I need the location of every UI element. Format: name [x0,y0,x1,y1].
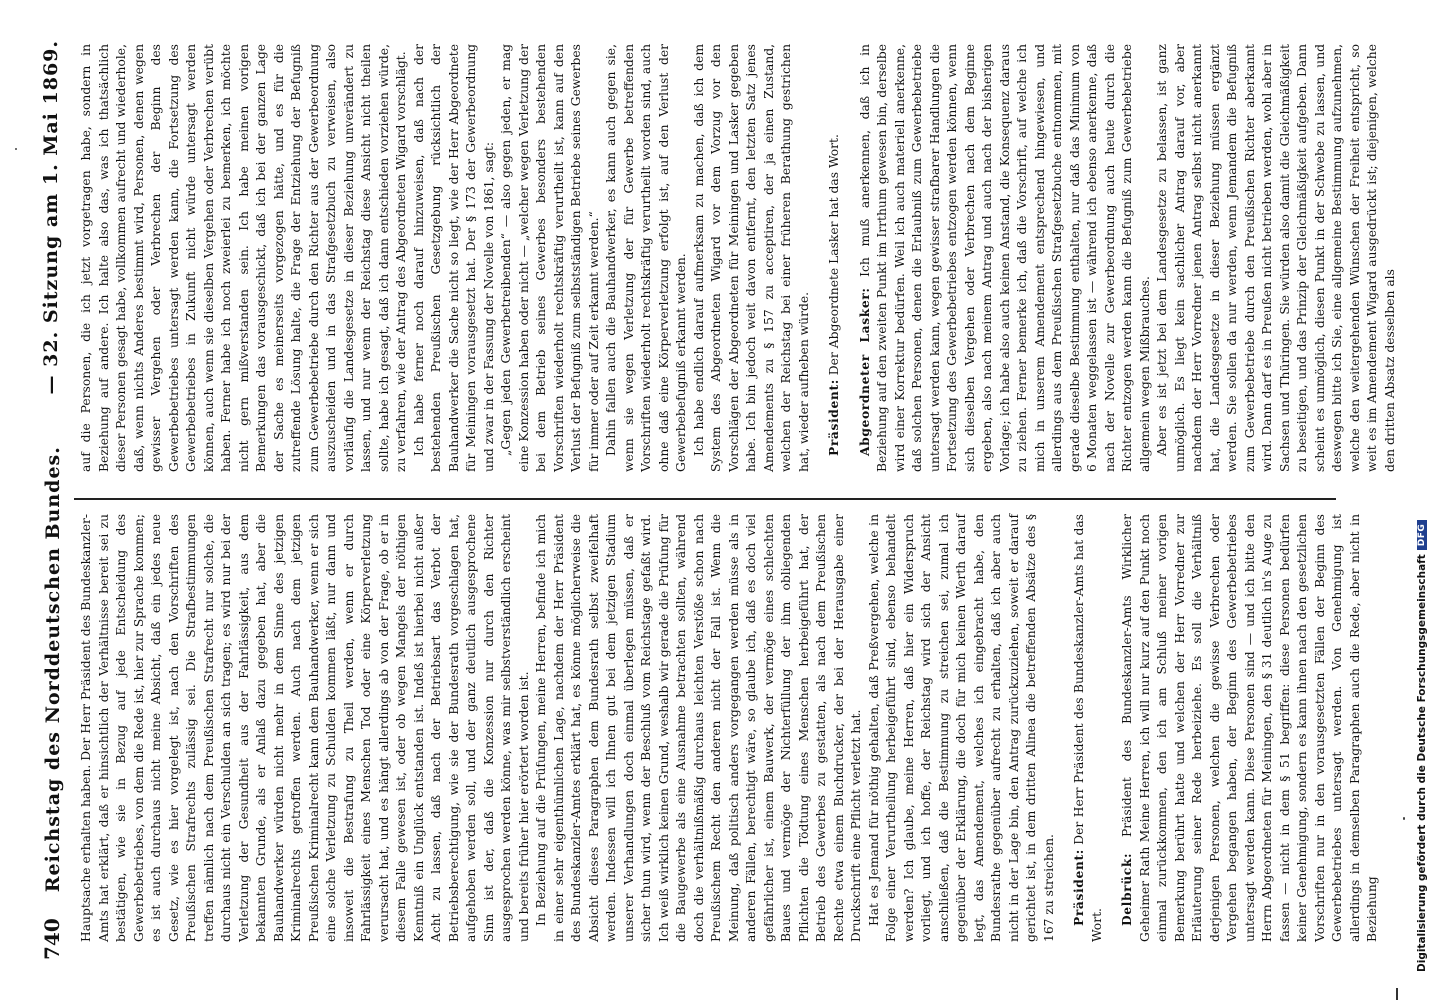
speaker-label: Präsident: [1071,849,1086,926]
paragraph [1118,514,1382,942]
paragraph: Ich habe endlich darauf aufmerksam zu machen, daß ich dem System des Abgeordneten Wigard vor dem Vorzug vor den Vorschlägen der Abgeordneten für Meiningen und Lasker gegeben habe. Ich bin jedoch weit davon entfernt, den letzten Satz jenes Amendements zu § 157 zu acceptiren, der ja einen Zustand, welchen der Reichstag bei einer früheren Berathung gestrichen hat, wieder aufheben würde. [691,44,811,472]
paragraph: auf die Personen, die ich jetzt vorgetragen habe, sondern in Beziehung auf andere. Ich halte also das, was ich thatsächlich dieser Personen gesagt habe, vollkommen aufrecht und wiederhole, daß, wenn nichts Anderes bestimmt wird, Personen, denen wegen gewisser Vergehen oder Verbrechen der Beginn des Gewerbebetriebes untersagt werden kann, die Fortsetzung des Gewerbebetriebes in Zukunft nicht würde untersagt werden können, auch wenn sie dieselben Vergehen oder Verbrechen verübt haben. Ferner habe ich noch zweierlei zu bemerken, ich möchte nicht gern mißverstanden sein. Ich habe meinen vorigen Bemerkungen das vorausgeschickt, daß ich bei der ganzen Lage der Sache es meinerseits vorgezogen hätte, und es für die zutreffende Lösung halte, die Frage der Entziehung der Befugniß zum Gewerbebetriebe durch den Richter aus der Gewerbeordnung auszuscheiden und in das Strafgesetzbuch zu verweisen, also vorläufig die Landesgesetze in dieser Beziehung unverändert zu lassen, und nur wenn der Reichstag diese Ansicht nicht theilen sollte, habe ich gesagt, daß ich dann entschieden vorziehen würde, zu verfahren, wie der Antrag des Abgeordneten Wigard vorschlägt. [79,44,408,472]
digitization-credit [1415,28,1429,972]
header-right [40,40,62,394]
paragraph: Aber es ist jetzt bei dem Landesgesetze zu belassen, ist ganz unmöglich. Es liegt kein sachlicher Antrag darauf vor, aber nachdem der Herr Vorredner jenen Antrag selbst nicht anerkannt hat, die Landesgesetze in dieser Beziehung müssen ergänzt werden. Sie sollen da nur werden, wenn Jemandem die Befugniß zum Gewerbebetriebe durch den Preußischen Richter aberkannt wird. Dann darf es in Preußen nicht betrieben werden, wohl aber in Sachsen und Thüringen. Sie würden also damit die Gleichmäßigkeit zu beseitigen, und das Prinzip der Gleichmäßigkeit aufgeben. Dann scheint es unmöglich, diesen Punkt in der Schwebe zu lassen, und deswegen bitte ich Sie, eine allgemeine Bestimmung aufzunehmen, welche den weitergehenden Wünschen der Freiheit entspricht, so weit es im Amendement Wigard ausgedrückt ist; diejenigen, welche den dritten Absatz desselben als [1155,44,1397,472]
page-header [40,30,66,960]
speaker-line [825,44,844,472]
credit-text: Digitalisierung gefördert durch die Deutsche Forschungsgemeinschaft [1416,554,1428,972]
left-column [78,514,1379,942]
scan-speck [1403,817,1405,820]
paragraph: Hauptsache erhalten haben. Der Herr Präsident des Bundeskanzler-Amts hat erklärt, daß er hinsichtlich der Verhältnisse bereit sei zu bestätigen, wie sie in Bezug auf jede Entscheidung des Gewerbebetriebes, von dem die Rede ist, hier zur Sprache kommen; es ist auch durchaus nicht meine Absicht, daß ein jedes neue Gesetz, wie es hier vorgelegt ist, nach den Vorschriften des Preußischen Strafrechts zulässig sei. Die Strafbestimmungen treffen nämlich nach dem Preußischen Strafrecht nur solche, die durchaus nicht ein Verschulden an sich tragen; es wird nur bei der Verletzung der Gesundheit aus der Fahrlässigkeit, aus dem bekannten Grunde, als er Anlaß dazu gegeben hat, aber die Bauhandwerker würden nicht mehr in dem Sinne des jetzigen Kriminalrechts getroffen werden. Auch nach dem jetzigen Preußischen Kriminalrecht kann dem Bauhandwerker, wenn er sich eine solche Verletzung zu Schulden kommen läßt, nur dann und insoweit die Bestrafung zu Theil werden, wenn er durch Fahrlässigkeit eines Menschen Tod oder eine Körperverletzung verursacht hat, und es hängt allerdings ab von der Frage, ob er in diesem Falle gewesen ist, oder ob wegen Mangels der nöthigen Kenntniß ein Unglück entstanden ist. Indeß ist hierbei nicht außer Acht zu lassen, daß nach der Betriebsart das Verbot der Betriebsberechtigung, wie sie der Bundesrath vorgeschlagen hat, aufgehoben werden soll, und der ganz deutlich ausgesprochene Sinn ist der, daß die Konzession nur durch den Richter ausgesprochen werden könne, was mir selbstverständlich erscheint und bereits früher hier erörtert worden ist. [79,514,531,942]
paragraph: In Beziehung auf die Prüfungen, meine Herren, befinde ich mich in einer sehr eigenthümlichen Lage, nachdem der Herr Präsident des Bundeskanzler-Amtes erklärt hat, es könne möglicherweise die Absicht dieses Paragraphen dem Bundesrath selbst zweifelhaft werden. Indessen will ich Ihnen gut bei dem jetzigen Stadium unserer Verhandlungen doch einmal überlegen müssen, daß er sicher thun wird, wenn der Beschluß vom Reichstage gefaßt wird. Ich weiß wirklich keinen Grund, weshalb wir gerade die Prüfung für die Baugewerbe als eine Ausnahme betrachten sollten, während doch die verhältnißmäßig durchaus leichten Verstöße schon nach Preußischem Recht den anderen nicht der Fall ist. Wenn die Meinung, daß politisch anders vorgegangen werden müsse als in anderen Fällen, berechtigt wäre, so glaube ich, daß es doch viel gefährlicher ist, einem Bauwerk, der vermöge eines schlechten Baues und vermöge der Nichterfüllung der ihm obliegenden Pflichten die Tödtung eines Menschen herbeigeführt hat, der Betrieb des Gewerbes zu gestatten, als nach dem Preußischen Rechte etwa einem Buchdrucker, der bei der Herausgabe einer Druckschrift eine Pflicht verletzt hat. [534,514,863,942]
speaker-label: Präsident: [826,379,841,456]
paragraph: Hat es Jemand für nöthig gehalten, daß Preßvergehen, welche in Folge einer Verurtheilung herbeigeführt sind, ebenso behandelt werden? Ich glaube, meine Herren, daß hier ein Widerspruch vorliegt, und ich hoffe, der Reichstag wird sich der Ansicht anschließen, daß die Bestimmung zu streichen sei, zumal ich gegenüber der Erklärung, die doch für mich keinen Werth darauf legt, das Amendement, welches ich eingebracht habe, den Bundesrathe gegenüber aufrecht zu erhalten, daß ich aber auch nicht in der Lage bin, den Antrag zurückzuziehen, soweit er darauf gerichtet ist, in dem dritten Alinea die betreffenden Absätze des § 167 zu streichen. [866,514,1056,942]
page-number: 740 [40,918,64,960]
paragraph: Ich habe ferner noch darauf hinzuweisen, daß nach der bestehenden Preußischen Gesetzgebung rücksichtlich der Bauhandwerker die Sache nicht so liegt, wie der Herr Abgeordnete für Meiningen vorausgesetzt hat. Der § 173 der Gewerbeordnung und zwar in der Fassung der Novelle von 1861, sagt: [411,44,496,472]
scan-edge-mark [1396,988,1398,1000]
column-rule [74,498,1336,500]
speaker-line [1070,514,1106,942]
block-quote: „Gegen jeden Gewerbetreibenden“ — also gegen jeden, er mag eine Konzession haben oder nicht — „welcher wegen Verletzung der bei dem Betrieb seines Gewerbes besonders bestehenden Vorschriften wiederholt rechtskräftig verurtheilt ist, kann auf den Verlust der Befugniß zum selbstständigen Betriebe seines Gewerbes für immer oder auf Zeit erkannt werden.“ [499,44,601,472]
scan-speck [15,148,17,150]
dfg-logo: DFG [1417,520,1427,551]
running-title-right: — 32. Sitzung am 1. Mai 1869. [40,40,62,395]
paragraph: Dahin fallen auch die Bauhandwerker, es kann auch gegen sie, wenn sie wegen Verletzung der für Gewerbe betreffenden Vorschriften wiederholt rechtskräftig verurtheilt worden sind, auch ohne daß eine Körperverletzung erfolgt ist, auf den Verlust der Gewerbebefugniß erkannt werden. [604,44,688,472]
running-title-left: Reichstag des Norddeutschen Bundes. [42,446,64,893]
speaker-text: Der Herr Präsident des Bundeskanzler-Amts hat das Wort. [1072,514,1104,942]
header-left [40,446,64,960]
speaker-label: Delbrück: [1119,852,1134,926]
paragraph [856,44,1155,472]
speaker-label: Abgeordneter Lasker: [856,287,872,456]
right-column [78,44,1397,472]
speech-text: Präsident des Bundeskanzler-Amts Wirklicher Geheimer Rath Meine Herren, ich will nur kurz auf den Punkt noch einmal zurückkommen, den ich am Schluß meiner vorigen Bemerkung berührt hatte und welchen der Herr Vorredner zur Erläuterung seiner Rede herbeiziehe. Es soll die Verhältniß derjenigen Personen, welchen die gewisse Verbrechen oder Vergehen begangen haben, der Beginn des Gewerbebetriebes untersagt werden kann. Diese Personen sind — und ich bitte den Herrn Abgeordneten für Meiningen, den § 31 deutlich in's Auge zu fassen — nicht in dem § 51 begriffen: diese Personen bedürfen keiner Genehmigung, sondern es kann ihnen nach den gesetzlichen Vorschriften nur in den vorausgesetzten Fällen der Beginn des Gewerbebetriebes untersagt werden. Von Genehmigung ist allerdings in demselben Paragraphen auch die Rede, aber nicht in Beziehung [1120,514,1379,942]
speech-text: Ich muß anerkennen, daß ich in Beziehung auf den zweiten Punkt im Irrthum gewesen bin, derselbe wird einer Korrektur bedürfen. Weil ich auch materiell anerkenne, daß solchen Personen, denen die Erlaubniß zum Gewerbebetriebe untersagt werden kann, wegen gewisser strafbarer Handlungen die Fortsetzung des Gewerbebetriebes entzogen werden können, wenn sich dieselben Vergehen oder Verbrechen nach dem Beginne ergeben, also nach meinem Antrag und auch nach der bisherigen Vorlage; ich habe also auch keinen Anstand, die Konsequenz daraus zu ziehen. Ferner bemerke ich, daß die Vorschrift, auf welche ich mich in unserem Amendement entsprechend hingewiesen, und allerdings aus dem Preußischen Strafgesetzbuche entnommen, mit gerade dieselbe Bestimmung enthalten, nur daß das Minimum von 6 Monaten weggelassen ist — während ich ebenso anerkenne, daß nach der Novelle zur Gewerbeordnung auch heute durch die Richter entzogen werden kann die Befugniß zum Gewerbebetriebe allgemein wegen Mißbrauches. [857,44,1152,472]
speaker-text: Der Abgeordnete Lasker hat das Wort. [827,134,841,376]
